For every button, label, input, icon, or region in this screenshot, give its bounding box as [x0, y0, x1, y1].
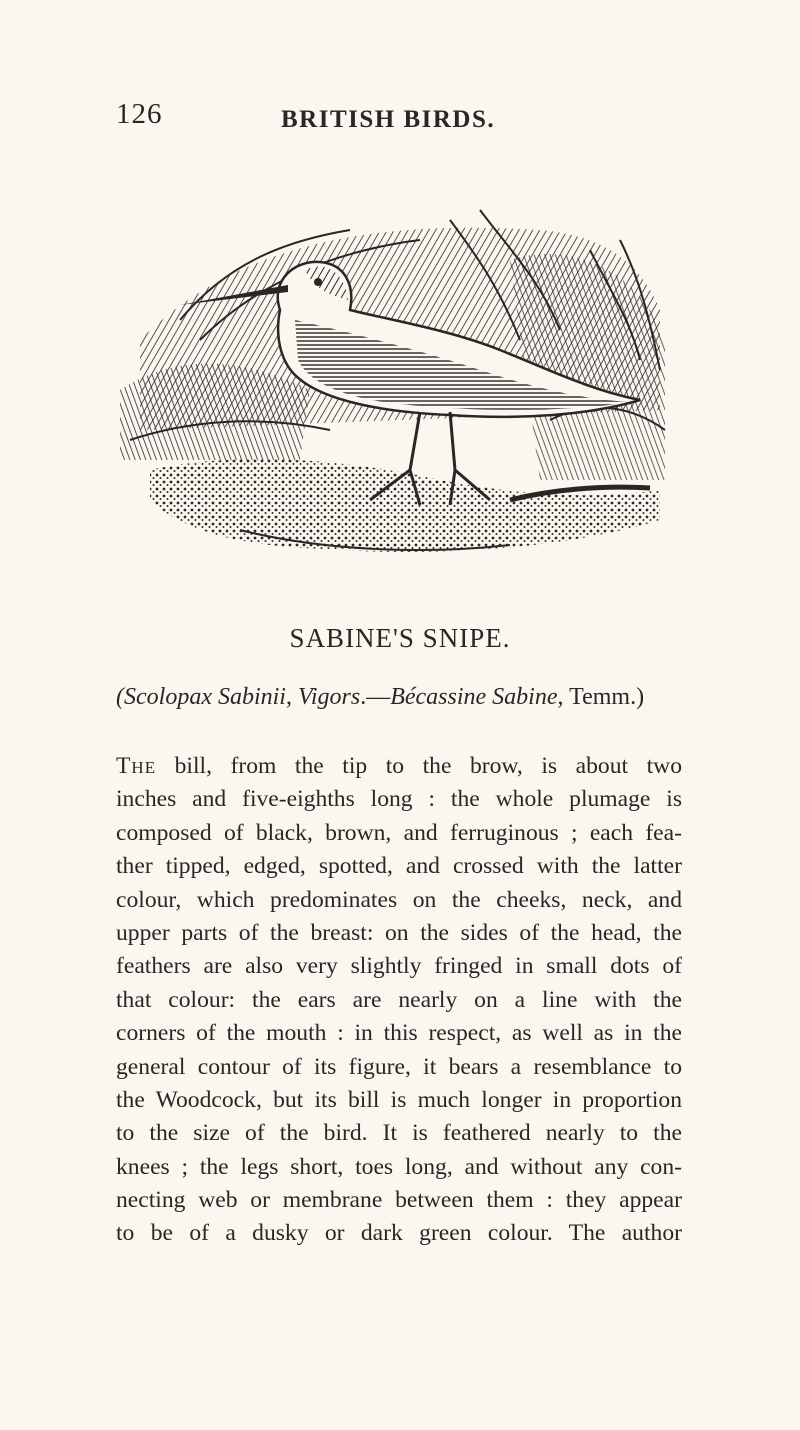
- paragraph-line: [116, 750, 682, 783]
- snipe-engraving-icon: [120, 200, 666, 580]
- synonym-open: (: [116, 684, 124, 710]
- authority-name: Vigors: [297, 684, 361, 710]
- paragraph-line: feathers are also very slightly fringed in small dots of: [116, 953, 682, 980]
- running-title: BRITISH BIRDS.: [281, 106, 496, 133]
- scientific-name: Scolopax Sabinii: [124, 684, 286, 710]
- paragraph-line: that colour: the ears are nearly on a line with the: [116, 986, 682, 1013]
- paragraph-line-text: bill, from the tip to the brow, is about two: [174, 753, 682, 779]
- paragraph-line: to the size of the bird. It is feathered nearly to the: [116, 1120, 682, 1147]
- paragraph-line: general contour of its figure, it bears a resemblance to: [116, 1053, 682, 1080]
- synonym-separator: ,: [285, 684, 298, 710]
- paragraph-line: corners of the mouth : in this respect, as well as in the: [116, 1020, 682, 1047]
- paragraph-line: to be of a dusky or dark green colour. The author: [116, 1220, 682, 1247]
- french-name: Bécassine Sabine: [390, 684, 558, 710]
- synonyms-line: [116, 684, 716, 711]
- synonym-separator: .—: [360, 684, 391, 710]
- paragraph-line: necting web or membrane between them : they appear: [116, 1187, 682, 1214]
- paragraph-line: upper parts of the breast: on the sides of the head, the: [116, 919, 682, 946]
- paragraph-line: knees ; the legs short, toes long, and without any con-: [116, 1153, 682, 1180]
- body-paragraph: [116, 750, 682, 1251]
- paragraph-line: inches and five-eighths long : the whole plumage is: [116, 786, 682, 813]
- authority-name: Temm.): [569, 684, 645, 710]
- page-number: 126: [116, 98, 163, 130]
- paragraph-line: composed of black, brown, and ferruginous ; each fea-: [116, 819, 682, 846]
- paragraph-line: colour, which predominates on the cheeks, neck, and: [116, 886, 682, 913]
- paragraph-line: ther tipped, edged, spotted, and crossed with the latter: [116, 853, 682, 880]
- synonym-separator: ,: [557, 684, 570, 710]
- article-title: SABINE'S SNIPE.: [289, 623, 511, 653]
- paragraph-line: the Woodcock, but its bill is much longer in proportion: [116, 1086, 682, 1113]
- paragraph-first-word: The: [116, 753, 157, 779]
